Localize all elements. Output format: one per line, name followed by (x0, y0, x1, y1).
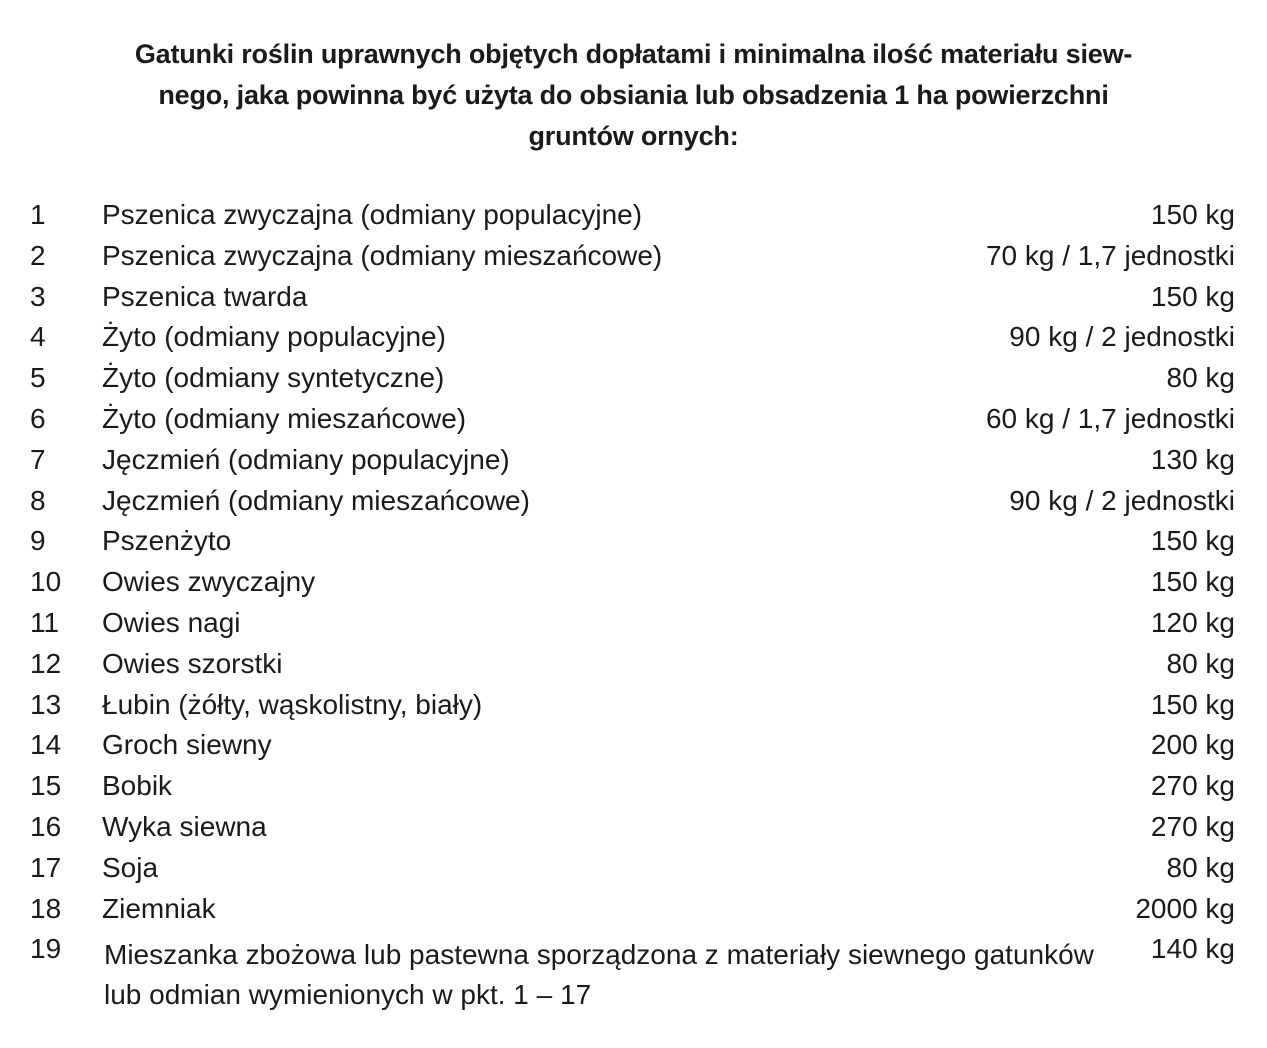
item-number: 10 (30, 566, 62, 598)
item-amount: 200 kg (1150, 729, 1235, 761)
list-item (0, 521, 1267, 562)
list-item (0, 358, 1267, 399)
list-item (0, 236, 1267, 277)
item-number: 5 (30, 362, 46, 394)
item-name: Bobik (102, 770, 173, 802)
item-number: 1 (30, 199, 46, 230)
item-number: 7 (30, 443, 46, 475)
list-item (0, 644, 1267, 685)
item-name: Żyto (odmiany mieszańcowe) (102, 402, 467, 434)
item-name: Jęczmień (odmiany populacyjne) (102, 443, 510, 475)
item-name: Jęczmień (odmiany mieszańcowe) (102, 484, 530, 516)
list-item (0, 195, 1267, 236)
list-item (0, 766, 1267, 807)
item-name: Żyto (odmiany syntetyczne) (102, 362, 445, 394)
item-number: 2 (30, 239, 46, 271)
item-amount: 270 kg (1150, 770, 1235, 802)
item-number: 15 (30, 770, 62, 802)
item-number: 4 (30, 321, 46, 353)
item-name: Żyto (odmiany populacyjne) (102, 321, 446, 353)
list-item (0, 929, 1267, 1009)
item-number: 12 (30, 647, 62, 679)
item-amount: 150 kg (1150, 566, 1235, 598)
list-item (0, 685, 1267, 726)
item-amount: 150 kg (1150, 280, 1235, 312)
item-name: Owies zwyczajny (102, 566, 316, 598)
item-name: Pszenżyto (102, 525, 232, 557)
title-line-1: Gatunki roślin uprawnych objętych dopłatami i minimalna ilość materiału siew- (134, 39, 1133, 69)
list-item (0, 399, 1267, 440)
item-amount: 150 kg (1150, 688, 1235, 720)
item-name: Mieszanka zbożowa lub pastewna sporządzona z materiały siewnego gatunków lub odmian wymienionych w pkt. 1 – 17 (104, 939, 1094, 1011)
item-number: 6 (30, 402, 46, 434)
item-number: 18 (30, 892, 62, 924)
list-item (0, 807, 1267, 848)
list-item (0, 317, 1267, 358)
item-amount: 80 kg (1166, 851, 1235, 883)
item-amount: 270 kg (1150, 810, 1235, 842)
item-number: 13 (30, 688, 62, 720)
item-name: Ziemniak (102, 892, 216, 924)
list-item (0, 725, 1267, 766)
item-amount: 2000 kg (1135, 892, 1235, 924)
item-amount: 150 kg (1150, 525, 1235, 557)
list-item (0, 889, 1267, 930)
item-name: Łubin (żółty, wąskolistny, biały) (102, 688, 483, 720)
item-name: Pszenica zwyczajna (odmiany mieszańcowe) (102, 239, 663, 271)
item-amount: 80 kg (1166, 362, 1235, 394)
crop-list (0, 195, 1267, 1009)
item-amount: 150 kg (1150, 199, 1235, 230)
item-number: 17 (30, 851, 62, 883)
item-number: 9 (30, 525, 46, 557)
item-number: 11 (30, 606, 60, 638)
document-title (20, 34, 1247, 157)
item-amount: 90 kg / 2 jednostki (1009, 321, 1235, 353)
item-amount: 60 kg / 1,7 jednostki (985, 402, 1235, 434)
item-name: Pszenica twarda (102, 280, 308, 312)
item-number: 16 (30, 810, 62, 842)
list-item (0, 603, 1267, 644)
item-number: 14 (30, 729, 62, 761)
list-item (0, 481, 1267, 522)
item-name: Soja (102, 851, 159, 883)
item-number: 19 (30, 933, 62, 965)
title-line-2: nego, jaka powinna być użyta do obsiania lub obsadzenia 1 ha powierzchni (158, 80, 1109, 110)
item-amount: 80 kg (1166, 647, 1235, 679)
item-amount: 90 kg / 2 jednostki (1009, 484, 1235, 516)
title-line-3: gruntów ornych: (528, 121, 739, 151)
item-amount: 120 kg (1150, 606, 1235, 638)
item-amount: 140 kg (1150, 933, 1235, 965)
item-amount: 130 kg (1150, 443, 1235, 475)
list-item (0, 277, 1267, 318)
item-name: Wyka siewna (102, 810, 267, 842)
item-name: Owies nagi (102, 606, 241, 638)
item-name: Pszenica zwyczajna (odmiany populacyjne) (102, 199, 643, 230)
item-amount: 70 kg / 1,7 jednostki (985, 239, 1235, 271)
list-item (0, 440, 1267, 481)
item-number: 3 (30, 280, 46, 312)
list-item (0, 848, 1267, 889)
item-name: Groch siewny (102, 729, 272, 761)
list-item (0, 562, 1267, 603)
item-name: Owies szorstki (102, 647, 283, 679)
item-number: 8 (30, 484, 46, 516)
